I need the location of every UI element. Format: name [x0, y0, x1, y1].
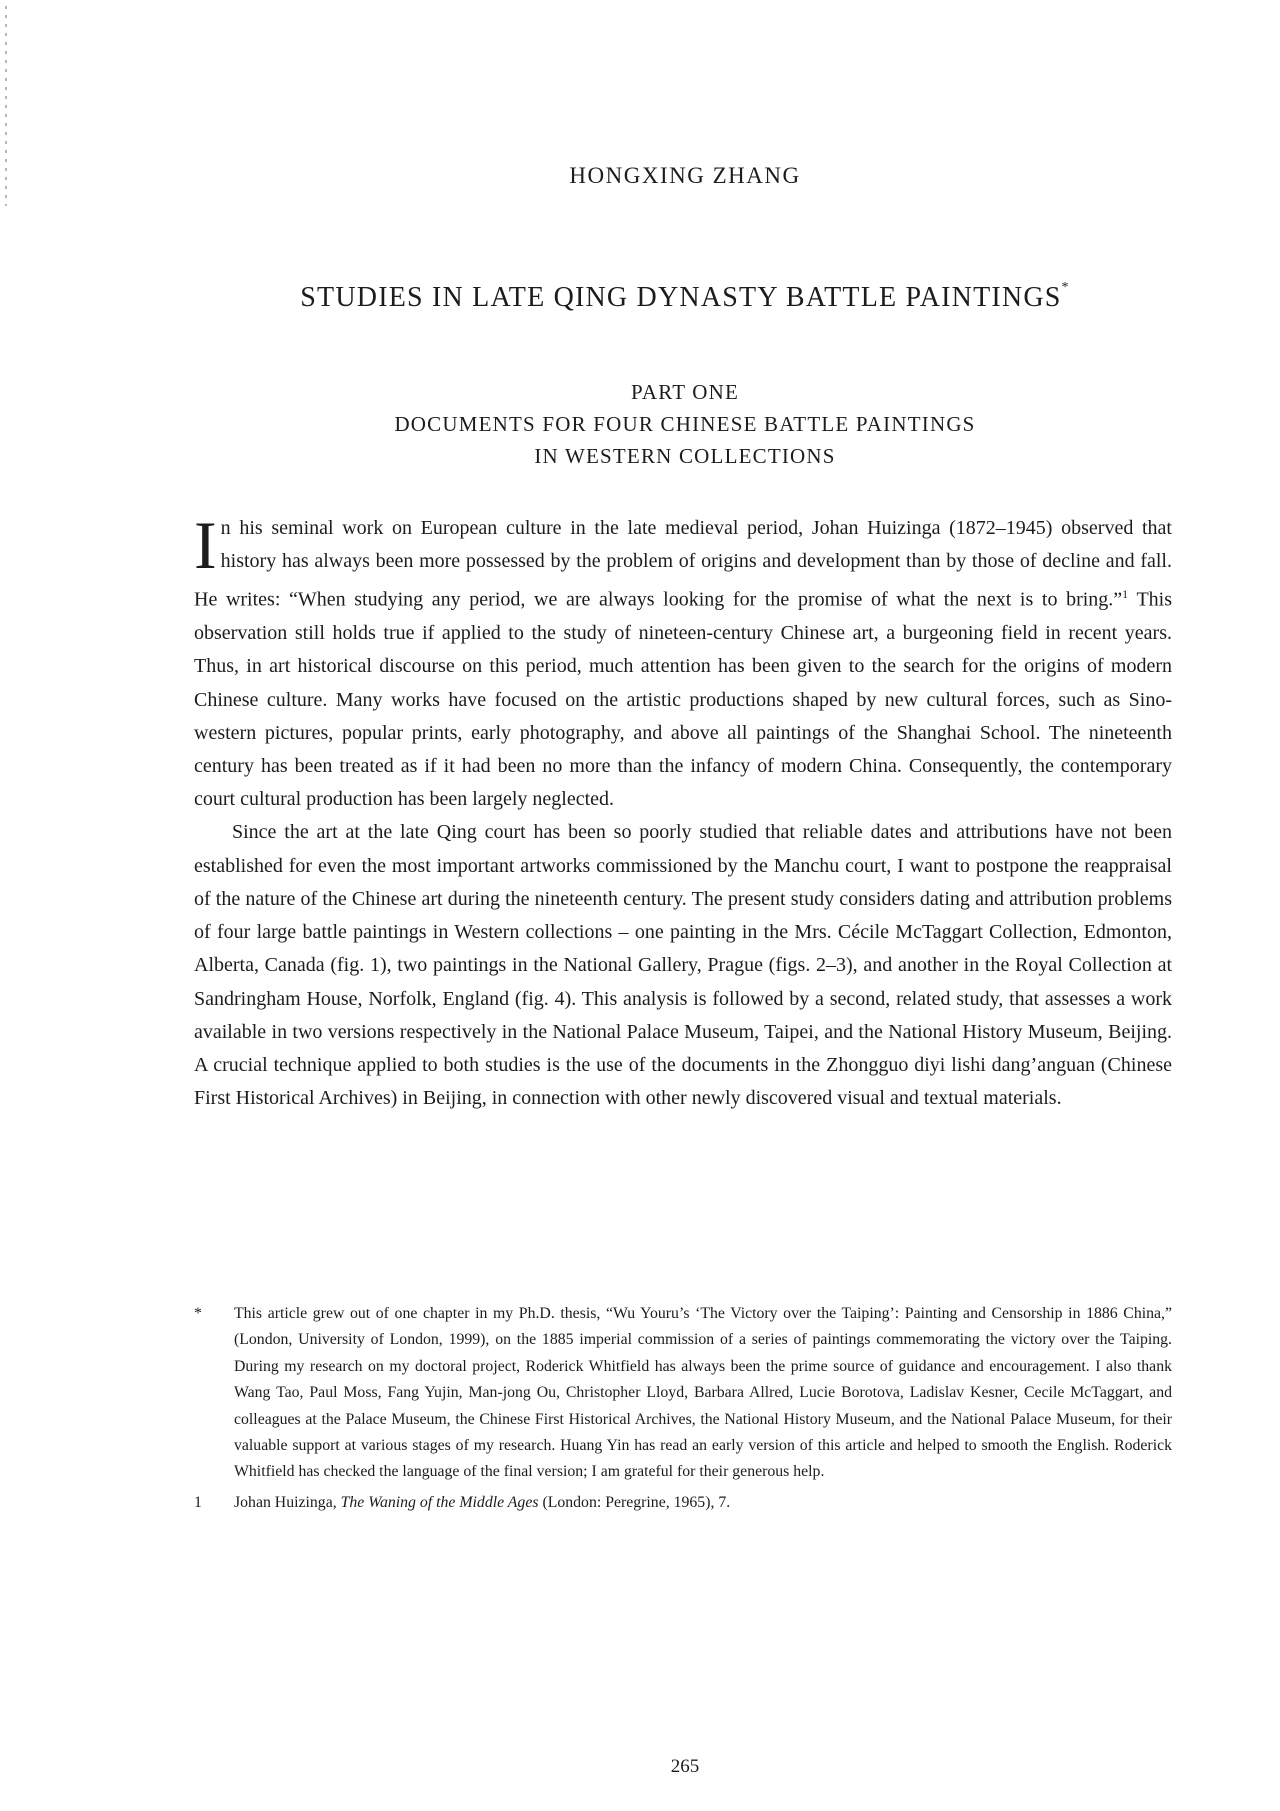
- footnote-reference-1: 1: [1122, 587, 1129, 602]
- part-heading-line-1: PART ONE: [630, 380, 740, 404]
- body-paragraph-2: Since the art at the late Qing court has been so poorly studied that reliable dates and attributions have not been established for even the most important artworks commissioned by the Manchu court, I want to postpone the reappraisal of the nature of the Chinese art during the nineteenth century. The present study considers dating and attribution problems of four large battle paintings in Western collections – one painting in the Mrs. Cécile McTaggart Collection, Edmonton, Alberta, Canada (fig. 1), two paintings in the National Gallery, Prague (figs. 2–3), and another in the Royal Collection at Sandringham House, Norfolk, England (fig. 4). This analysis is followed by a second, related study, that assesses a work available in two versions respectively in the National Palace Museum, Taipei, and the National History Museum, Beijing. A crucial technique applied to both studies is the use of the documents in the Zhongguo diyi lishi dang’anguan (Chinese First Historical Archives) in Beijing, in connection with other newly discovered visual and textual materials.: [194, 821, 1172, 1110]
- footnote-asterisk-text: This article grew out of one chapter in my Ph.D. thesis, “Wu Youru’s ‘The Victory over the Taiping’: Painting and Censorship in 1886 China,” (London, University of London, 1999), on the 1885 imperial commission of a series of paintings commemorating the victory over the Taiping. During my research on my doctoral project, Roderick Whitfield has always been the prime source of guidance and encouragement. I also thank Wang Tao, Paul Moss, Fang Yujin, Man-jong Ou, Christopher Lloyd, Barbara Allred, Lucie Borotova, Ladislav Kesner, Cecile McTaggart, and colleagues at the Palace Museum, the Chinese First Historical Archives, the National History Museum, and the National Palace Museum, for their valuable support at various stages of my research. Huang Yin has read an early version of this article and helped to smooth the English. Roderick Whitfield has checked the language of the final version; I am grateful for their generous help.: [234, 1305, 1172, 1481]
- footnote-1-book-title: The Waning of the Middle Ages: [340, 1493, 539, 1511]
- body-paragraph-1-text-a: n his seminal work on European culture in the late medieval period, Johan Huizinga (1872–1945) observed that history has always been more possessed by the problem of origins and development than by those of decline and fall. He writes: “When studying any period, we are always looking for the promise of what the next is to bring.”: [194, 517, 1172, 612]
- page-number: 265: [670, 1756, 700, 1777]
- body-paragraph-1: [194, 507, 1172, 816]
- footnote-1-publication: (London: Peregrine, 1965), 7.: [538, 1493, 731, 1511]
- author-name: HONGXING ZHANG: [569, 163, 801, 188]
- footnote-1-mark: 1: [194, 1493, 202, 1511]
- part-heading-line-3: IN WESTERN COLLECTIONS: [534, 444, 836, 468]
- footnote-asterisk-mark: *: [194, 1305, 202, 1322]
- part-heading-line-2: DOCUMENTS FOR FOUR CHINESE BATTLE PAINTINGS: [394, 412, 976, 436]
- footnotes: [194, 1301, 1172, 1516]
- footnote-1-author: Johan Huizinga,: [234, 1493, 341, 1511]
- part-heading: [0, 376, 1280, 472]
- title-footnote-mark: *: [1061, 280, 1070, 295]
- article-body: [194, 507, 1172, 1115]
- footnote-1: [194, 1490, 1172, 1516]
- article-title-text: STUDIES IN LATE QING DYNASTY BATTLE PAINTINGS: [300, 282, 1062, 313]
- footnote-asterisk: [194, 1301, 1172, 1486]
- article-title: [0, 282, 1280, 314]
- body-paragraph-1-text-b: This observation still holds true if applied to the study of nineteen-century Chinese art, a burgeoning field in recent years. Thus, in art historical discourse on this period, much attention has been given to the search for the origins of modern Chinese culture. Many works have focused on the artistic productions shaped by new cultural forces, such as Sino-western pictures, popular prints, early photography, and above all paintings of the Shanghai School. The nineteenth century has been treated as if it had been no more than the infancy of modern China. Consequently, the contemporary court cultural production has been largely neglected.: [194, 589, 1172, 811]
- drop-cap: I: [194, 507, 217, 583]
